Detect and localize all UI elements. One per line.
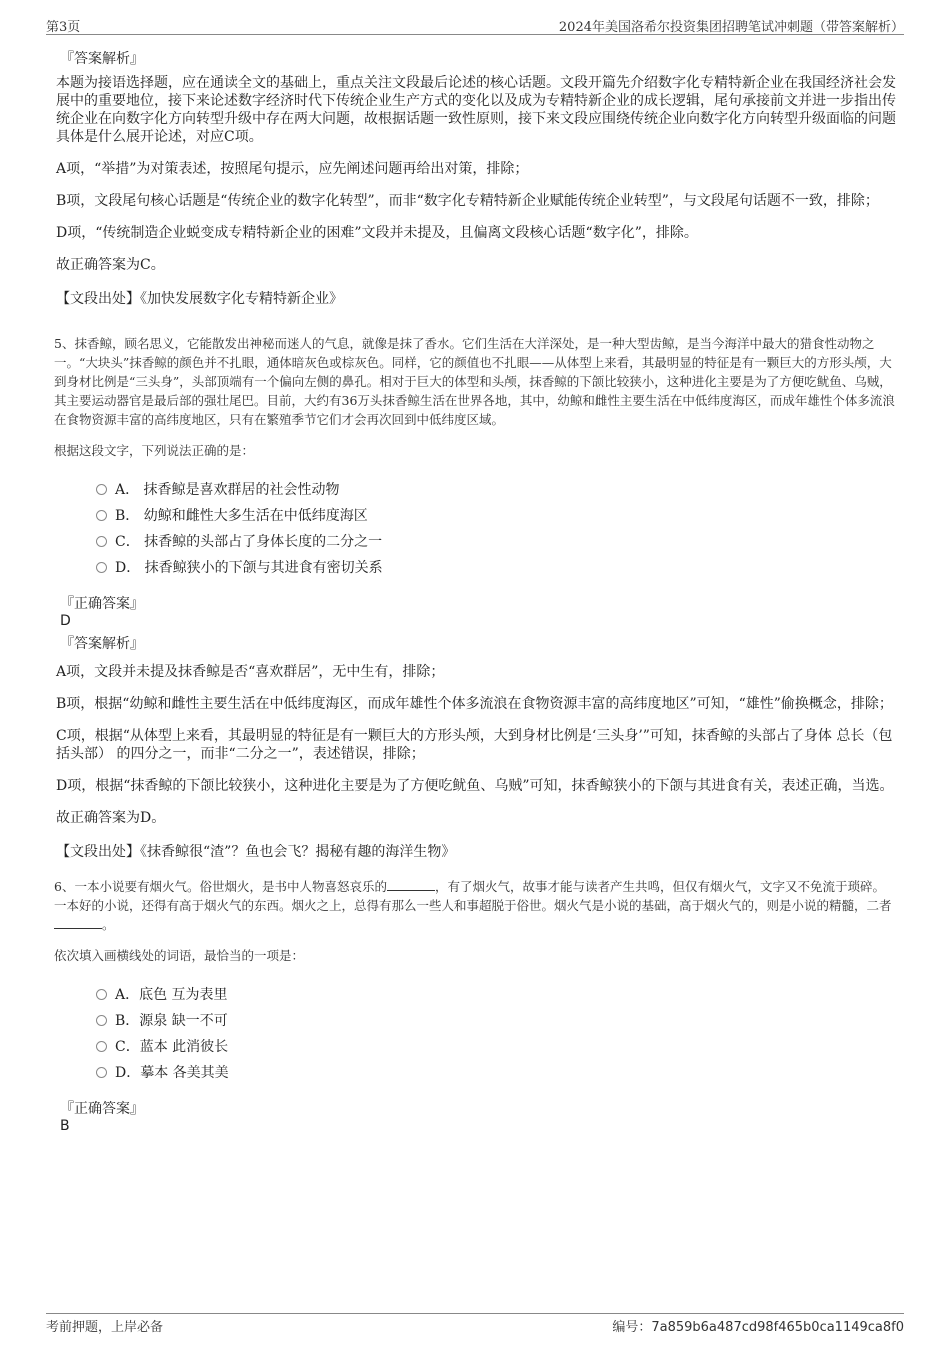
fill-blank [387,878,435,891]
q5-analysis-para: 故正确答案为D。 [56,810,166,826]
q5-analysis-para: A项，文段并未提及抹香鲸是否“喜欢群居”，无中生有，排除； [56,664,445,680]
footer-slogan: 考前押题，上岸必备 [46,1320,164,1335]
radio-icon[interactable] [96,562,107,573]
q6-answer: B [60,1118,70,1134]
option-label: B． 幼鲸和雌性大多生活在中低纬度海区 [115,508,368,524]
q5-analysis-para: B项，根据“幼鲸和雌性主要生活在中低纬度海区，而成年雄性个体多流浪在食物资源丰富的高纬度地区”可知，“雄性”偷换概念，排除； [56,696,893,712]
q6-question-text [54,877,896,934]
q5-analysis-label: 『答案解析』 [60,636,144,652]
radio-icon[interactable] [96,1067,107,1078]
q6-option-c[interactable] [96,1034,896,1060]
q4-analysis-para: 本题为接语选择题，应在通读全文的基础上，重点关注文段最后论述的核心话题。文段开篇先介绍数字化专精特新企业在我国经济社会发展中的重要地位，接下来论述数字经济时代下传统企业生产方式的变化以及成为专精特新企业的成长逻辑，尾句承接前文并进一步指出传统企业在向数字化方向转型升级中存在两大问题，故根据话题一致性原则，接下来文段应围绕传统企业向数字化方向转型升级面临的问题具体是什么展开论述，对应C项。 [56,75,896,145]
q5-answer-label: 『正确答案』 [60,596,144,612]
q5-question-text: 5、抹香鲸，顾名思义，它能散发出神秘而迷人的气息，就像是抹了香水。它们生活在大洋深处，是一种大型齿鲸，是当今海洋中最大的猎食性动物之一。“大块头”抹香鲸的颜色并不扎眼，通体暗灰色或棕灰色。同样，它的颜值也不扎眼——从体型上来看，其最明显的特征是有一颗巨大的方形头颅，大到身材比例是“三头身”，头部顶端有一个偏向左侧的鼻孔。相对于巨大的体型和头颅，抹香鲸的下颌比较狭小，这种进化主要是为了方便吃鱿鱼、乌贼，其主要运动器官是最后部的强壮尾巴。目前，大约有36万头抹香鲸生活在世界各地，其中，幼鲸和雌性主要生活在中低纬度海区，而成年雄性个体多流浪在食物资源丰富的高纬度地区，只有在繁殖季节它们才会再次回到中低纬度区域。 [54,336,895,427]
radio-icon[interactable] [96,1015,107,1026]
q6-prompt: 依次填入画横线处的词语，最恰当的一项是： [54,948,305,963]
page-number: 第3页 [46,20,81,35]
q5-option-d[interactable] [96,555,896,581]
q5-prompt: 根据这段文字，下列说法正确的是： [54,443,255,458]
q5-source: 【文段出处】《抹香鲸很“渣”？鱼也会飞？揭秘有趣的海洋生物》 [56,844,456,860]
option-label: D． 抹香鲸狭小的下颌与其进食有密切关系 [115,560,383,576]
q6-options [96,982,896,1086]
option-label: D．摹本 各美其美 [115,1065,229,1081]
option-label: A．底色 互为表里 [115,987,228,1003]
radio-icon[interactable] [96,989,107,1000]
q4-analysis-para: B项，文段尾句核心话题是“传统企业的数字化转型”，而非“数字化专精特新企业赋能传统企业转型”，与文段尾句话题不一致，排除； [56,193,879,209]
q6-text-part: ，有了烟火气，故事才能与读者产生共鸣，但仅有烟火气，文字又不免流于琐碎。一本好的小说，还得有高于烟火气的东西。烟火之上，总得有那么一些人和事超脱于俗世。烟火气是小说的基础，高于烟火气的，则是小说的精髓，二者 [54,879,892,913]
fill-blank [54,916,102,929]
q4-analysis-para: A项，“举措”为对策表述，按照尾句提示，应先阐述问题再给出对策，排除； [56,161,529,177]
option-label: C．蓝本 此消彼长 [115,1039,229,1055]
q5-analysis-para: D项，根据“抹香鲸的下颌比较狭小，这种进化主要是为了方便吃鱿鱼、乌贼”可知，抹香鲸狭小的下颌与其进食有关，表述正确，当选。 [56,778,894,794]
q5-option-b[interactable] [96,503,896,529]
document-body [56,48,896,1138]
option-label: C． 抹香鲸的头部占了身体长度的二分之一 [115,534,383,550]
page-header [46,14,904,35]
page-footer [46,1313,904,1334]
q5-analysis-para: C项，根据“从体型上来看，其最明显的特征是有一颗巨大的方形头颅，大到身材比例是‘三头身’”可知，抹香鲸的头部占了身体 总长（包括头部） 的四分之一，而非“二分之一”，表述错误，排除； [56,728,893,762]
radio-icon[interactable] [96,510,107,521]
document-code [612,1316,904,1335]
code-label: 编号： [612,1320,652,1335]
q4-analysis-para: D项，“传统制造企业蜕变成专精特新企业的困难”文段并未提及，且偏离文段核心话题“数字化”，排除。 [56,225,698,241]
q5-options [96,477,896,581]
q5-answer: D [60,613,71,629]
q4-analysis-para: 故正确答案为C。 [56,257,165,273]
radio-icon[interactable] [96,536,107,547]
q6-option-b[interactable] [96,1008,896,1034]
q4-source: 【文段出处】《加快发展数字化专精特新企业》 [56,291,343,307]
code-value: 7a859b6a487cd98f465b0ca1149ca8f0 [651,1320,904,1335]
q5-option-a[interactable] [96,477,896,503]
q6-text-part: 6、一本小说要有烟火气。俗世烟火，是书中人物喜怒哀乐的 [54,879,387,894]
q6-option-d[interactable] [96,1060,896,1086]
option-label: A． 抹香鲸是喜欢群居的社会性动物 [115,482,340,498]
q4-analysis-label: 『答案解析』 [60,51,144,67]
document-title: 2024年美国洛希尔投资集团招聘笔试冲刺题（带答案解析） [558,20,904,35]
q6-text-part: 。 [102,917,115,932]
q5-option-c[interactable] [96,529,896,555]
option-label: B．源泉 缺一不可 [115,1013,228,1029]
q6-answer-label: 『正确答案』 [60,1101,144,1117]
radio-icon[interactable] [96,1041,107,1052]
radio-icon[interactable] [96,484,107,495]
q6-option-a[interactable] [96,982,896,1008]
